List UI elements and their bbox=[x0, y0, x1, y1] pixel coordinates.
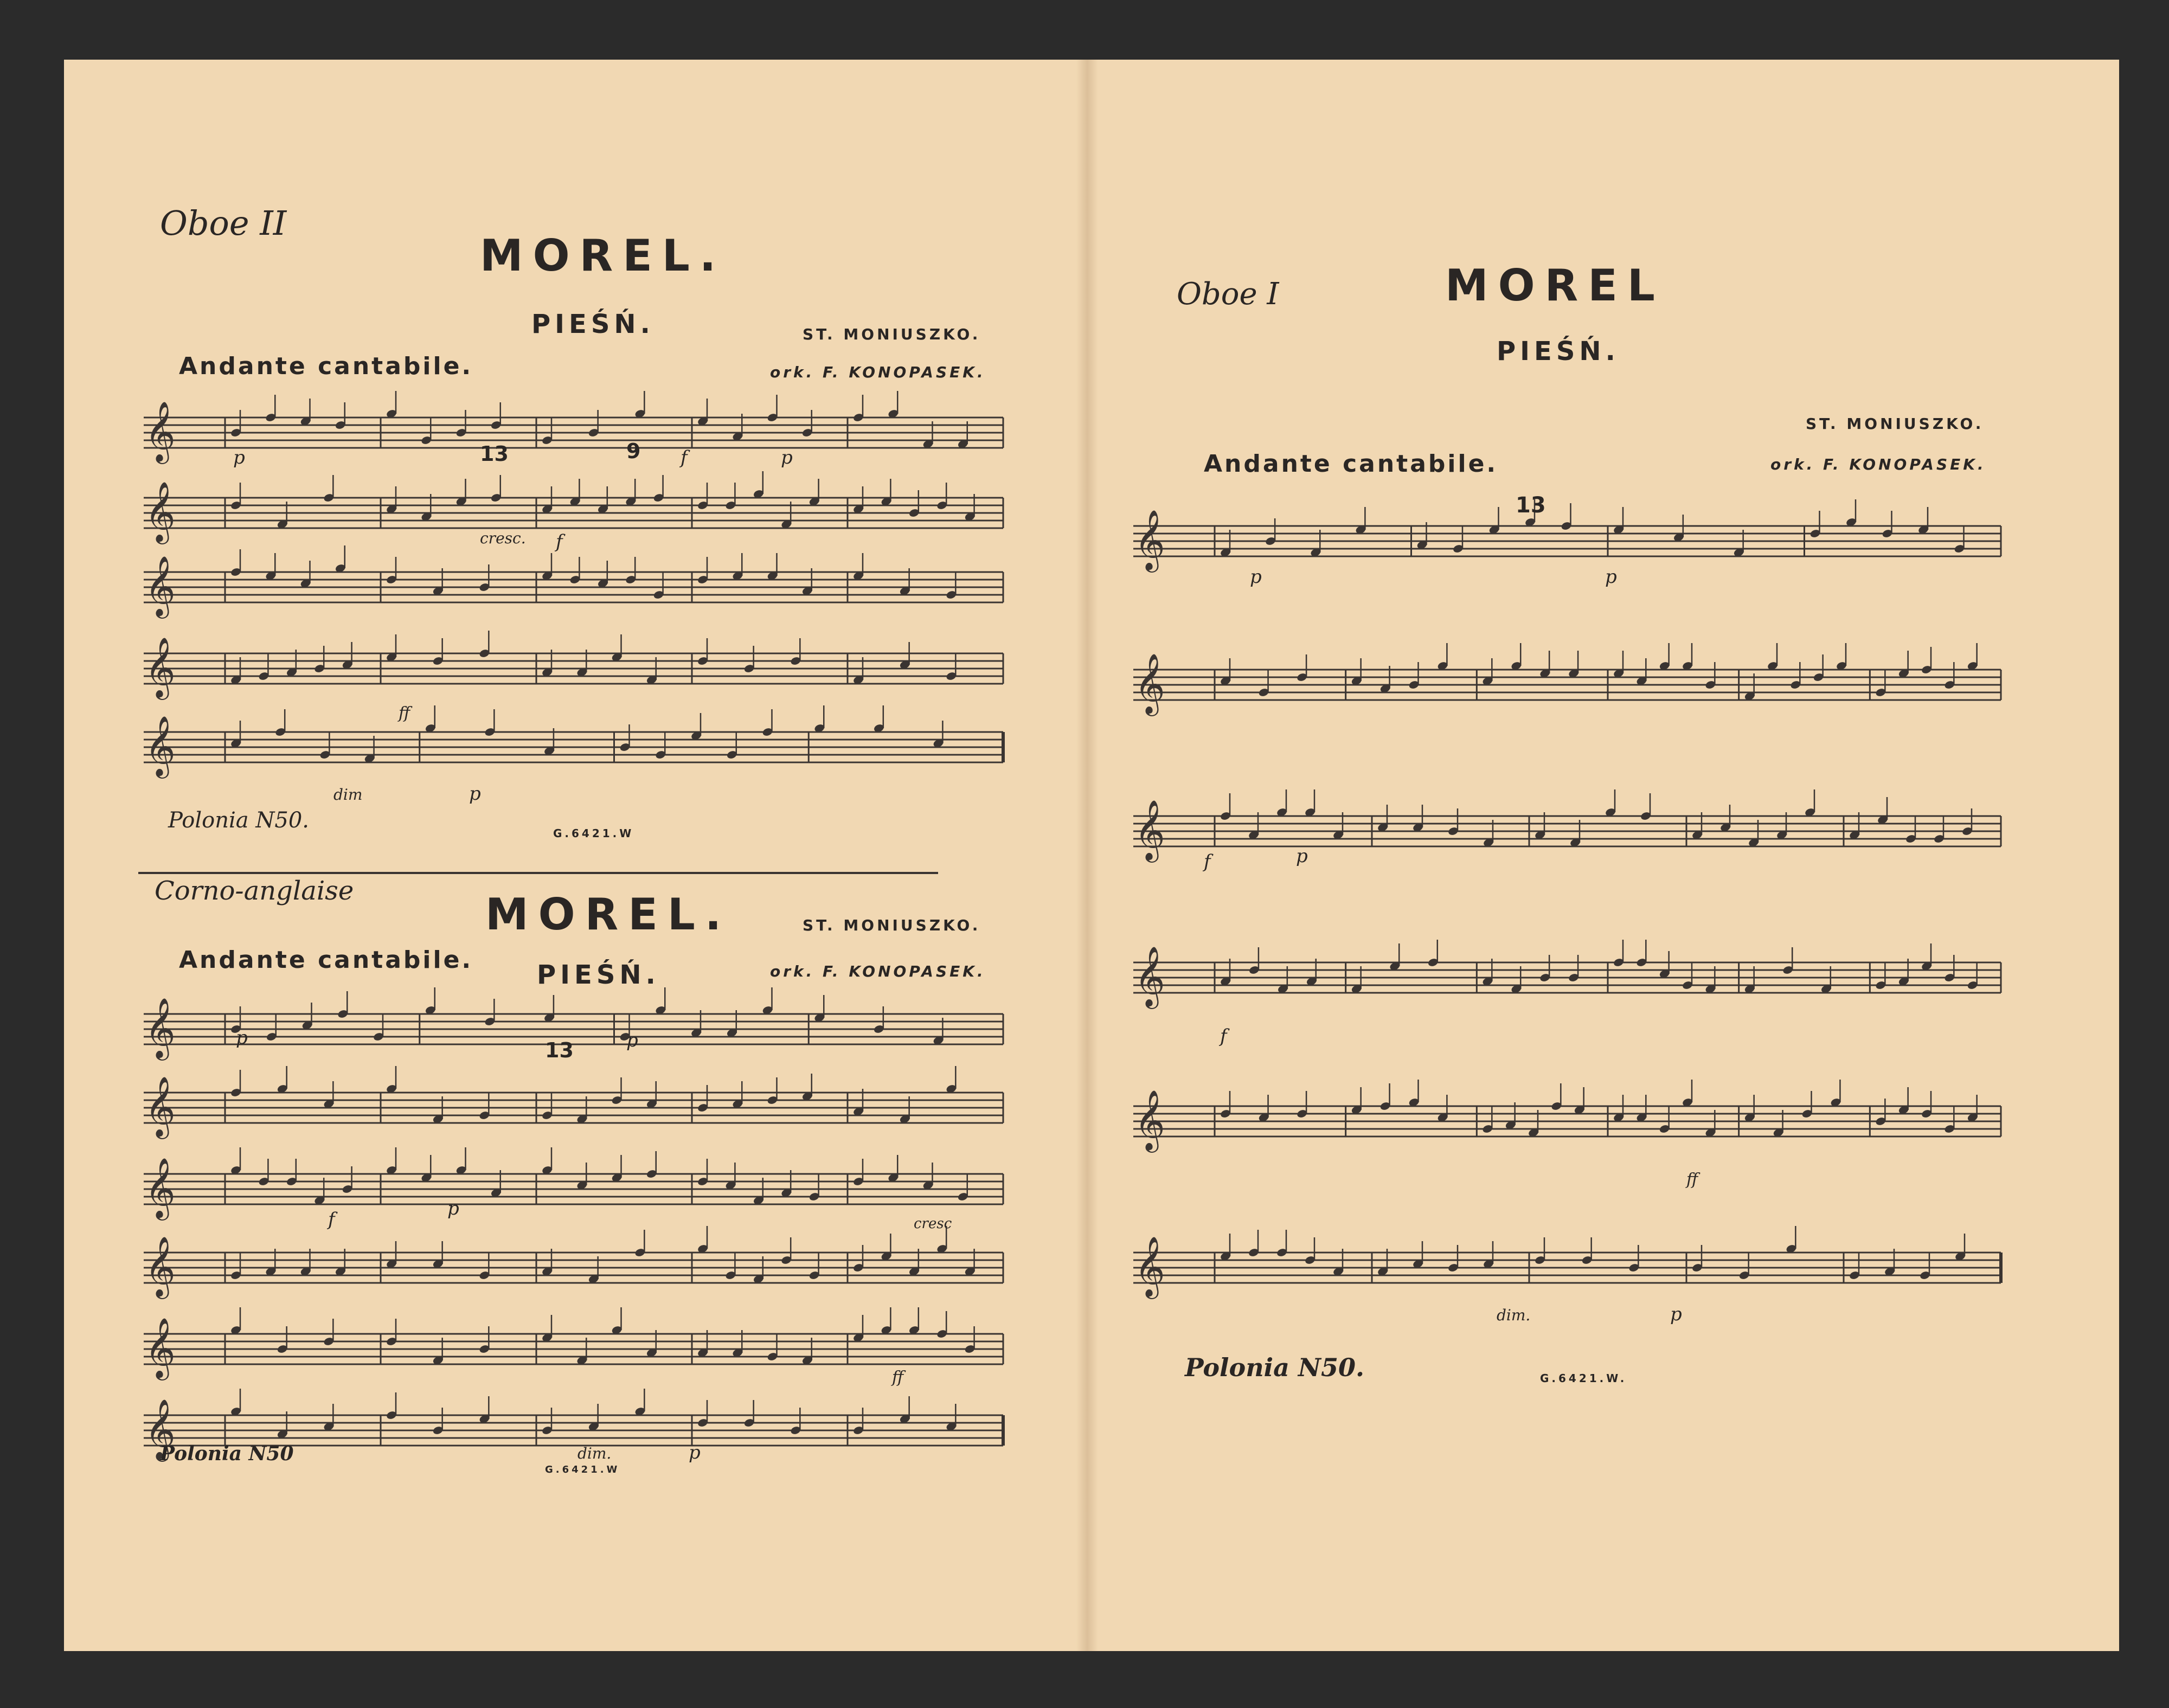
plate-corno: G.6421.W bbox=[545, 1464, 620, 1475]
dynamic-mark: p bbox=[236, 1027, 248, 1049]
treble-clef: 𝄞 bbox=[145, 637, 176, 697]
treble-clef: 𝄞 bbox=[145, 997, 176, 1058]
dynamic-mark: dim. bbox=[1497, 1306, 1531, 1324]
composer-oboe1: ST. MONIUSZKO. bbox=[1806, 415, 1984, 433]
rest-count: 9 bbox=[626, 439, 641, 463]
dynamic-mark: ff bbox=[399, 704, 410, 723]
treble-clef: 𝄞 bbox=[1134, 1089, 1165, 1150]
dynamic-mark: p bbox=[781, 447, 793, 468]
dynamic-mark: p bbox=[689, 1442, 701, 1463]
treble-clef: 𝄞 bbox=[145, 1317, 176, 1378]
page-fold bbox=[1076, 60, 1098, 1651]
series-corno: Polonia N50 bbox=[160, 1442, 294, 1465]
tempo-oboe2: Andante cantabile. bbox=[179, 352, 473, 380]
treble-clef: 𝄞 bbox=[145, 715, 176, 776]
subtitle-oboe2: PIEŚŃ. bbox=[531, 309, 654, 339]
treble-clef: 𝄞 bbox=[145, 1236, 176, 1296]
treble-clef: 𝄞 bbox=[145, 481, 176, 542]
dynamic-mark: p bbox=[1296, 845, 1308, 867]
composer-oboe2: ST. MONIUSZKO. bbox=[803, 325, 981, 343]
dynamic-mark: cresc bbox=[914, 1216, 952, 1232]
staff-system-oboe2 bbox=[144, 401, 1003, 813]
dynamic-mark: dim bbox=[333, 786, 363, 804]
arranger-oboe1: ork. F. KONOPASEK. bbox=[1770, 455, 1986, 473]
dynamic-mark: f bbox=[1220, 1025, 1227, 1047]
treble-clef: 𝄞 bbox=[1134, 509, 1165, 570]
treble-clef: 𝄞 bbox=[145, 555, 176, 616]
title-oboe2: MOREL. bbox=[480, 230, 726, 281]
subtitle-corno: PIEŚŃ. bbox=[537, 960, 660, 990]
dynamic-mark: ff bbox=[1686, 1170, 1698, 1189]
dynamic-mark: ff bbox=[892, 1368, 904, 1387]
staff-system-corno bbox=[144, 998, 1003, 1480]
treble-clef: 𝄞 bbox=[1134, 946, 1165, 1006]
dynamic-mark: p bbox=[233, 447, 245, 468]
treble-clef: 𝄞 bbox=[1134, 1236, 1165, 1296]
tempo-oboe1: Andante cantabile. bbox=[1204, 450, 1498, 478]
dynamic-mark: dim. bbox=[577, 1444, 612, 1462]
dynamic-mark: p bbox=[447, 1198, 459, 1219]
dynamic-mark: cresc. bbox=[480, 529, 526, 547]
part-divider bbox=[138, 872, 938, 874]
plate-oboe2: G.6421.W bbox=[553, 827, 634, 840]
composer-corno: ST. MONIUSZKO. bbox=[803, 916, 981, 934]
treble-clef: 𝄞 bbox=[145, 401, 176, 461]
staff-system-oboe1 bbox=[1133, 493, 2001, 1339]
dynamic-mark: p bbox=[626, 1030, 638, 1051]
dynamic-mark: f bbox=[1204, 851, 1211, 872]
subtitle-oboe1: PIEŚŃ. bbox=[1497, 336, 1620, 367]
rest-count: 13 bbox=[545, 1038, 574, 1062]
rest-count: 13 bbox=[480, 442, 509, 466]
treble-clef: 𝄞 bbox=[1134, 653, 1165, 714]
dynamic-mark: p bbox=[1605, 566, 1617, 588]
treble-clef: 𝄞 bbox=[145, 1398, 176, 1459]
dynamic-mark: f bbox=[556, 531, 563, 553]
dynamic-mark: f bbox=[328, 1209, 335, 1230]
title-corno: MOREL. bbox=[485, 889, 731, 940]
plate-oboe1: G.6421.W. bbox=[1540, 1372, 1627, 1385]
part-label-oboe1: Oboe I bbox=[1177, 277, 1279, 312]
treble-clef: 𝄞 bbox=[145, 1076, 176, 1136]
dynamic-mark: p bbox=[1250, 566, 1262, 588]
part-label-oboe2: Oboe II bbox=[160, 203, 287, 243]
dynamic-mark: p bbox=[469, 783, 481, 805]
tempo-corno: Andante cantabile. bbox=[179, 946, 473, 974]
rest-count: 13 bbox=[1516, 493, 1546, 518]
arranger-oboe2: ork. F. KONOPASEK. bbox=[770, 363, 986, 381]
title-oboe1: MOREL bbox=[1445, 260, 1665, 311]
treble-clef: 𝄞 bbox=[1134, 799, 1165, 860]
series-oboe1: Polonia N50. bbox=[1185, 1353, 1365, 1382]
dynamic-mark: f bbox=[681, 447, 688, 468]
part-label-corno: Corno-anglaise bbox=[155, 876, 354, 906]
treble-clef: 𝄞 bbox=[145, 1157, 176, 1218]
series-oboe2: Polonia N50. bbox=[168, 808, 309, 833]
arranger-corno: ork. F. KONOPASEK. bbox=[770, 962, 986, 980]
dynamic-mark: p bbox=[1670, 1304, 1682, 1325]
